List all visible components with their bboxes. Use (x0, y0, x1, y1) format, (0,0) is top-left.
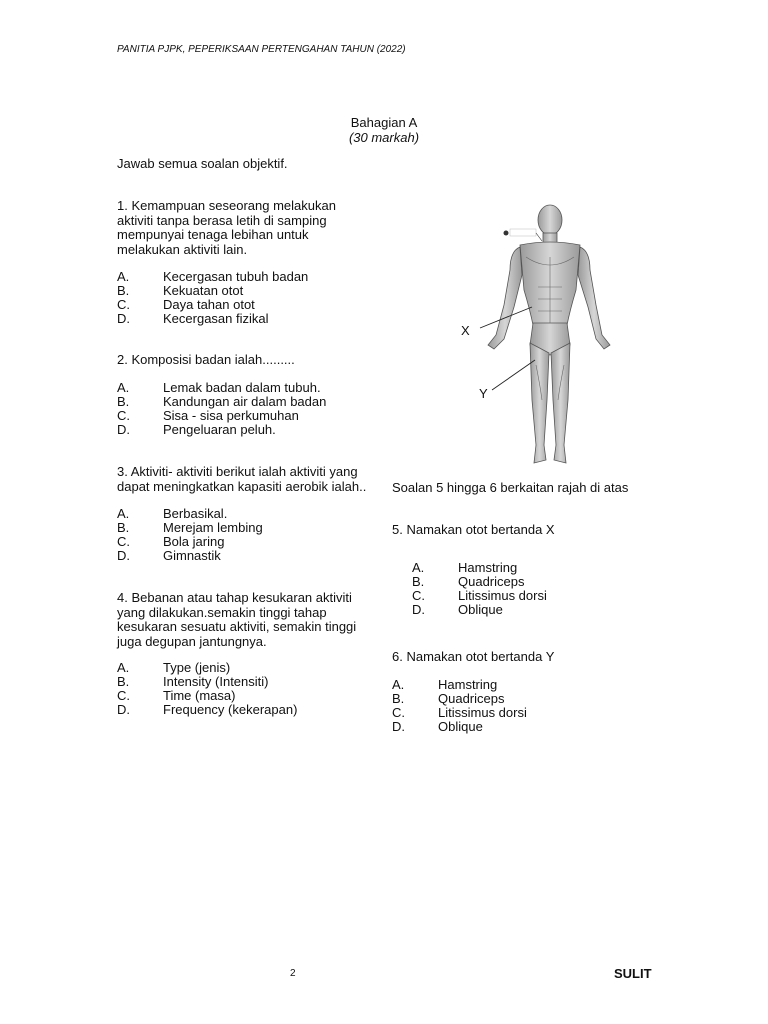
option-d: D. Oblique (412, 602, 503, 617)
option-b: B. Quadriceps (412, 574, 525, 589)
option-a: A. Hamstring (412, 560, 518, 575)
option-d: D. Gimnastik (117, 548, 221, 563)
option-c: C. Sisa - sisa perkumuhan (117, 408, 299, 423)
question-2-options (117, 381, 326, 437)
figure-caption: Soalan 5 hingga 6 berkaitan rajah di atas (392, 480, 629, 495)
option-b: B. Intensity (Intensiti) (117, 674, 269, 689)
section-title: Bahagian A (350, 115, 418, 130)
option-a: A. Type (jenis) (117, 660, 231, 675)
option-d: D. Oblique (392, 719, 483, 734)
question-1-text: 1. Kemampuan seseorang melakukan aktiviti tanpa berasa letih di samping mempunyai tenaga lebihan untuk melakukan aktiviti lain. (117, 198, 336, 257)
question-1-options (117, 270, 308, 326)
question-3-text: 3. Aktiviti- aktiviti berikut ialah aktiviti yang dapat meningkatkan kapasiti aerobik ialah.. (117, 464, 367, 494)
option-b: B. Quadriceps (392, 691, 505, 706)
option-b: B. Kekuatan otot (117, 283, 244, 298)
muscle-anatomy-figure (430, 195, 615, 470)
option-a: A. Lemak badan dalam tubuh. (117, 380, 321, 395)
page-number: 2 (290, 968, 296, 979)
option-b: B. Merejam lembing (117, 520, 263, 535)
option-c: C. Time (masa) (117, 688, 236, 703)
question-3-options (117, 507, 263, 563)
instruction: Jawab semua soalan objektif. (117, 156, 288, 171)
option-c: C. Bola jaring (117, 534, 225, 549)
question-2-text: 2. Komposisi badan ialah......... (117, 352, 295, 367)
option-c: C. Litissimus dorsi (392, 705, 527, 720)
exam-header: PANITIA PJPK, PEPERIKSAAN PERTENGAHAN TAHUN (2022) (117, 44, 406, 55)
option-a: A. Hamstring (392, 677, 498, 692)
section-marks: (30 markah) (348, 130, 420, 145)
sulit-label: SULIT (614, 966, 652, 981)
question-4-text: 4. Bebanan atau tahap kesukaran aktiviti yang dilakukan.semakin tinggi tahap kesukaran sesuatu aktiviti, semakin tinggi juga degupan jantungnya. (117, 590, 357, 649)
question-6-text: 6. Namakan otot bertanda Y (392, 649, 555, 664)
figure-label-x: X (461, 323, 470, 338)
question-5-text: 5. Namakan otot bertanda X (392, 522, 555, 537)
option-a: A. Kecergasan tubuh badan (117, 269, 309, 284)
option-c: C. Litissimus dorsi (412, 588, 547, 603)
question-5-options (412, 561, 547, 617)
option-d: D. Pengeluaran peluh. (117, 422, 276, 437)
option-c: C. Daya tahan otot (117, 297, 255, 312)
option-d: D. Kecergasan fizikal (117, 311, 269, 326)
option-a: A. Berbasikal. (117, 506, 228, 521)
question-4-options (117, 661, 297, 717)
figure-label-y: Y (479, 386, 488, 401)
option-d: D. Frequency (kekerapan) (117, 702, 298, 717)
question-6-options (392, 678, 527, 734)
option-b: B. Kandungan air dalam badan (117, 394, 327, 409)
